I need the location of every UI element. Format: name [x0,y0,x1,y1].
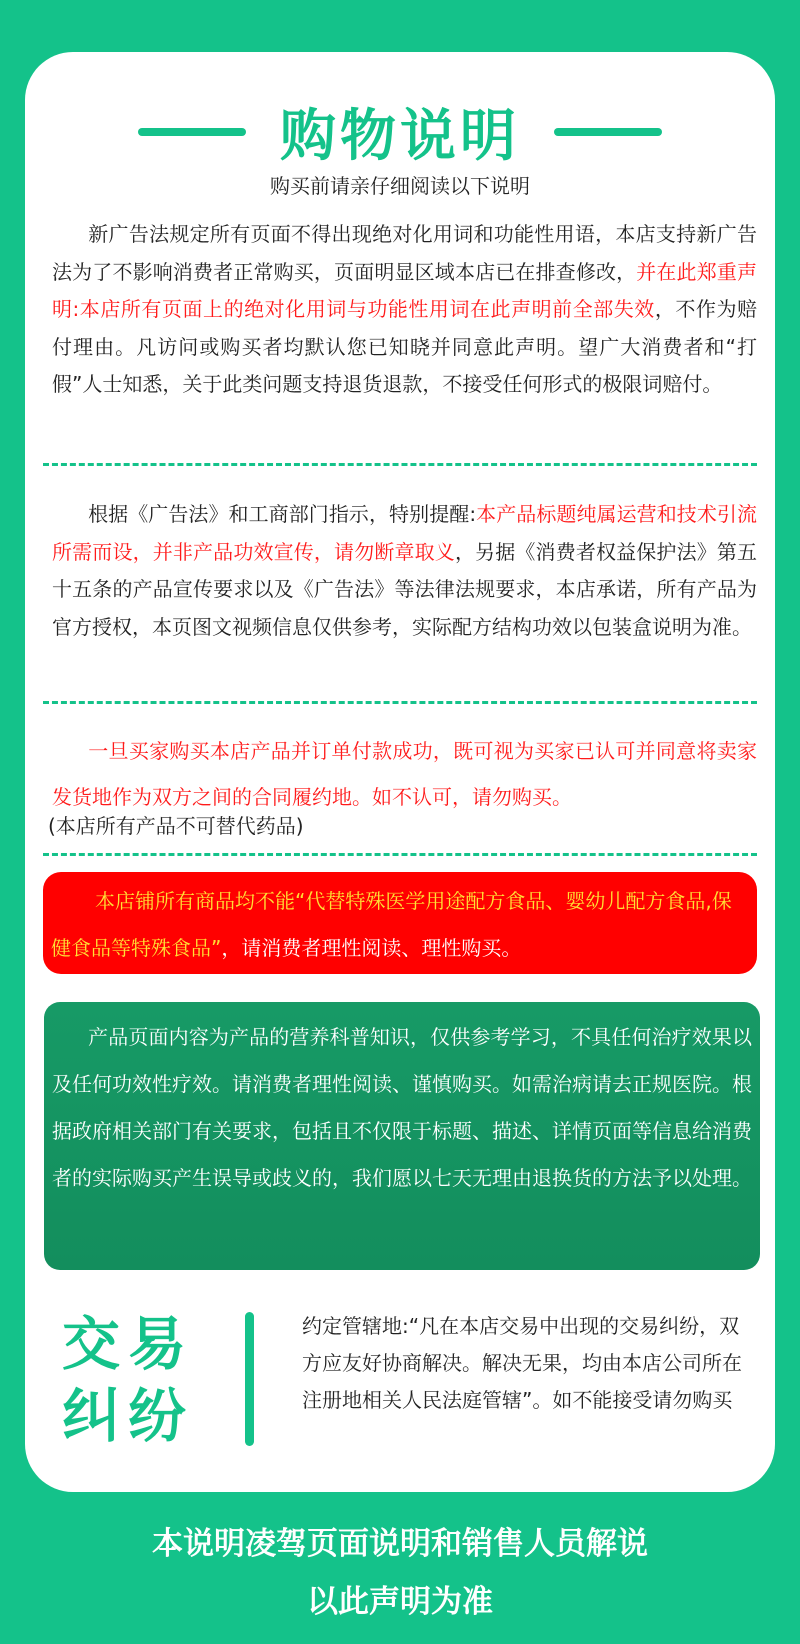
dispute-title [62,1308,202,1452]
dispute-title-line-1: 交易 [62,1310,195,1378]
special-food-text-1: 本店铺所有商品均不能 [95,889,295,913]
ad-law-statement [52,216,757,404]
divider-2 [43,701,757,704]
title-decor-left [138,128,246,136]
dispute-divider-bar [245,1312,254,1446]
not-medicine-note: (本店所有产品不可替代药品) [48,814,304,838]
contract-text: 一旦买家购买本店产品并订单付款成功，既可视为买家已认可并同意将卖家发货地作为双方之间的合同履约地。如不认可，请勿购买。 [52,739,757,809]
ad-law-text-2: ，不作为赔付理由。凡访问或购买者均默认您已知晓并同意此声明。望广大消费者和“打假”人士知悉，关于此类问题支持退货退款，不接受任何形式的极限词赔付。 [52,297,757,396]
ad-law-highlight: 并在此郑重声明:本店所有页面上的绝对化用词与功能性用词在此声明前全部失效 [52,259,758,321]
title-row [0,92,800,172]
title-disclaimer-highlight: 本产品标题纯属运营和技术引流所需而设，并非产品功效宣传，请勿断章取义 [52,502,757,564]
special-food-text-2: ，请消费者理性阅读、理性购买。 [221,936,522,960]
ad-law-text-1: 新广告法规定所有页面不得出现绝对化用词和功能性用语，本店支持新广告法为了不影响消费者正常购买，页面明显区域本店已在排查修改， [52,222,757,284]
special-food-notice [43,872,757,974]
contract-statement [52,728,757,820]
footer-line-1: 本说明凌驾页面说明和销售人员解说 [152,1526,648,1562]
health-info-notice [44,1002,760,1270]
title-disclaimer-text-2: ，另据《消费者权益保护法》第五十五条的产品宣传要求以及《广告法》等法律法规要求，本店承诺，所有产品为官方授权，本页图文视频信息仅供参考，实际配方结构功效以包装盒说明为准。 [52,539,758,639]
special-food-highlight: “代替特殊医学用途配方食品、婴幼儿配方食品,保健食品等特殊食品” [51,889,732,960]
divider-3 [43,853,757,856]
footer-statement [0,1515,800,1631]
title-disclaimer-text-1: 根据《广告法》和工商部门指示，特别提醒: [88,502,477,526]
page-subtitle: 购买前请亲仔细阅读以下说明 [270,174,530,198]
title-decor-right [554,128,662,136]
health-info-text: 产品页面内容为产品的营养科普知识，仅供参考学习，不具任何治疗效果以及任何功效性疗效。请消费者理性阅读、谨慎购买。如需治病请去正规医院。根据政府相关部门有关要求，包括且不仅限于标题、描述、详情页面等信息给消费者的实际购买产生误导或歧义的，我们愿以七天无理由退换货的方法予以处理。 [52,1025,752,1190]
divider-1 [43,463,757,466]
title-disclaimer [52,496,757,646]
footer-line-2: 以此声明为准 [307,1584,493,1620]
dispute-title-line-2: 纠纷 [62,1382,195,1450]
dispute-text: 约定管辖地:“凡在本店交易中出现的交易纠纷，双方应友好协商解决。解决无果，均由本店公司所在注册地相关人民法庭管辖”。如不能接受请勿购买 [302,1314,742,1412]
page-title: 购物说明 [280,104,520,169]
